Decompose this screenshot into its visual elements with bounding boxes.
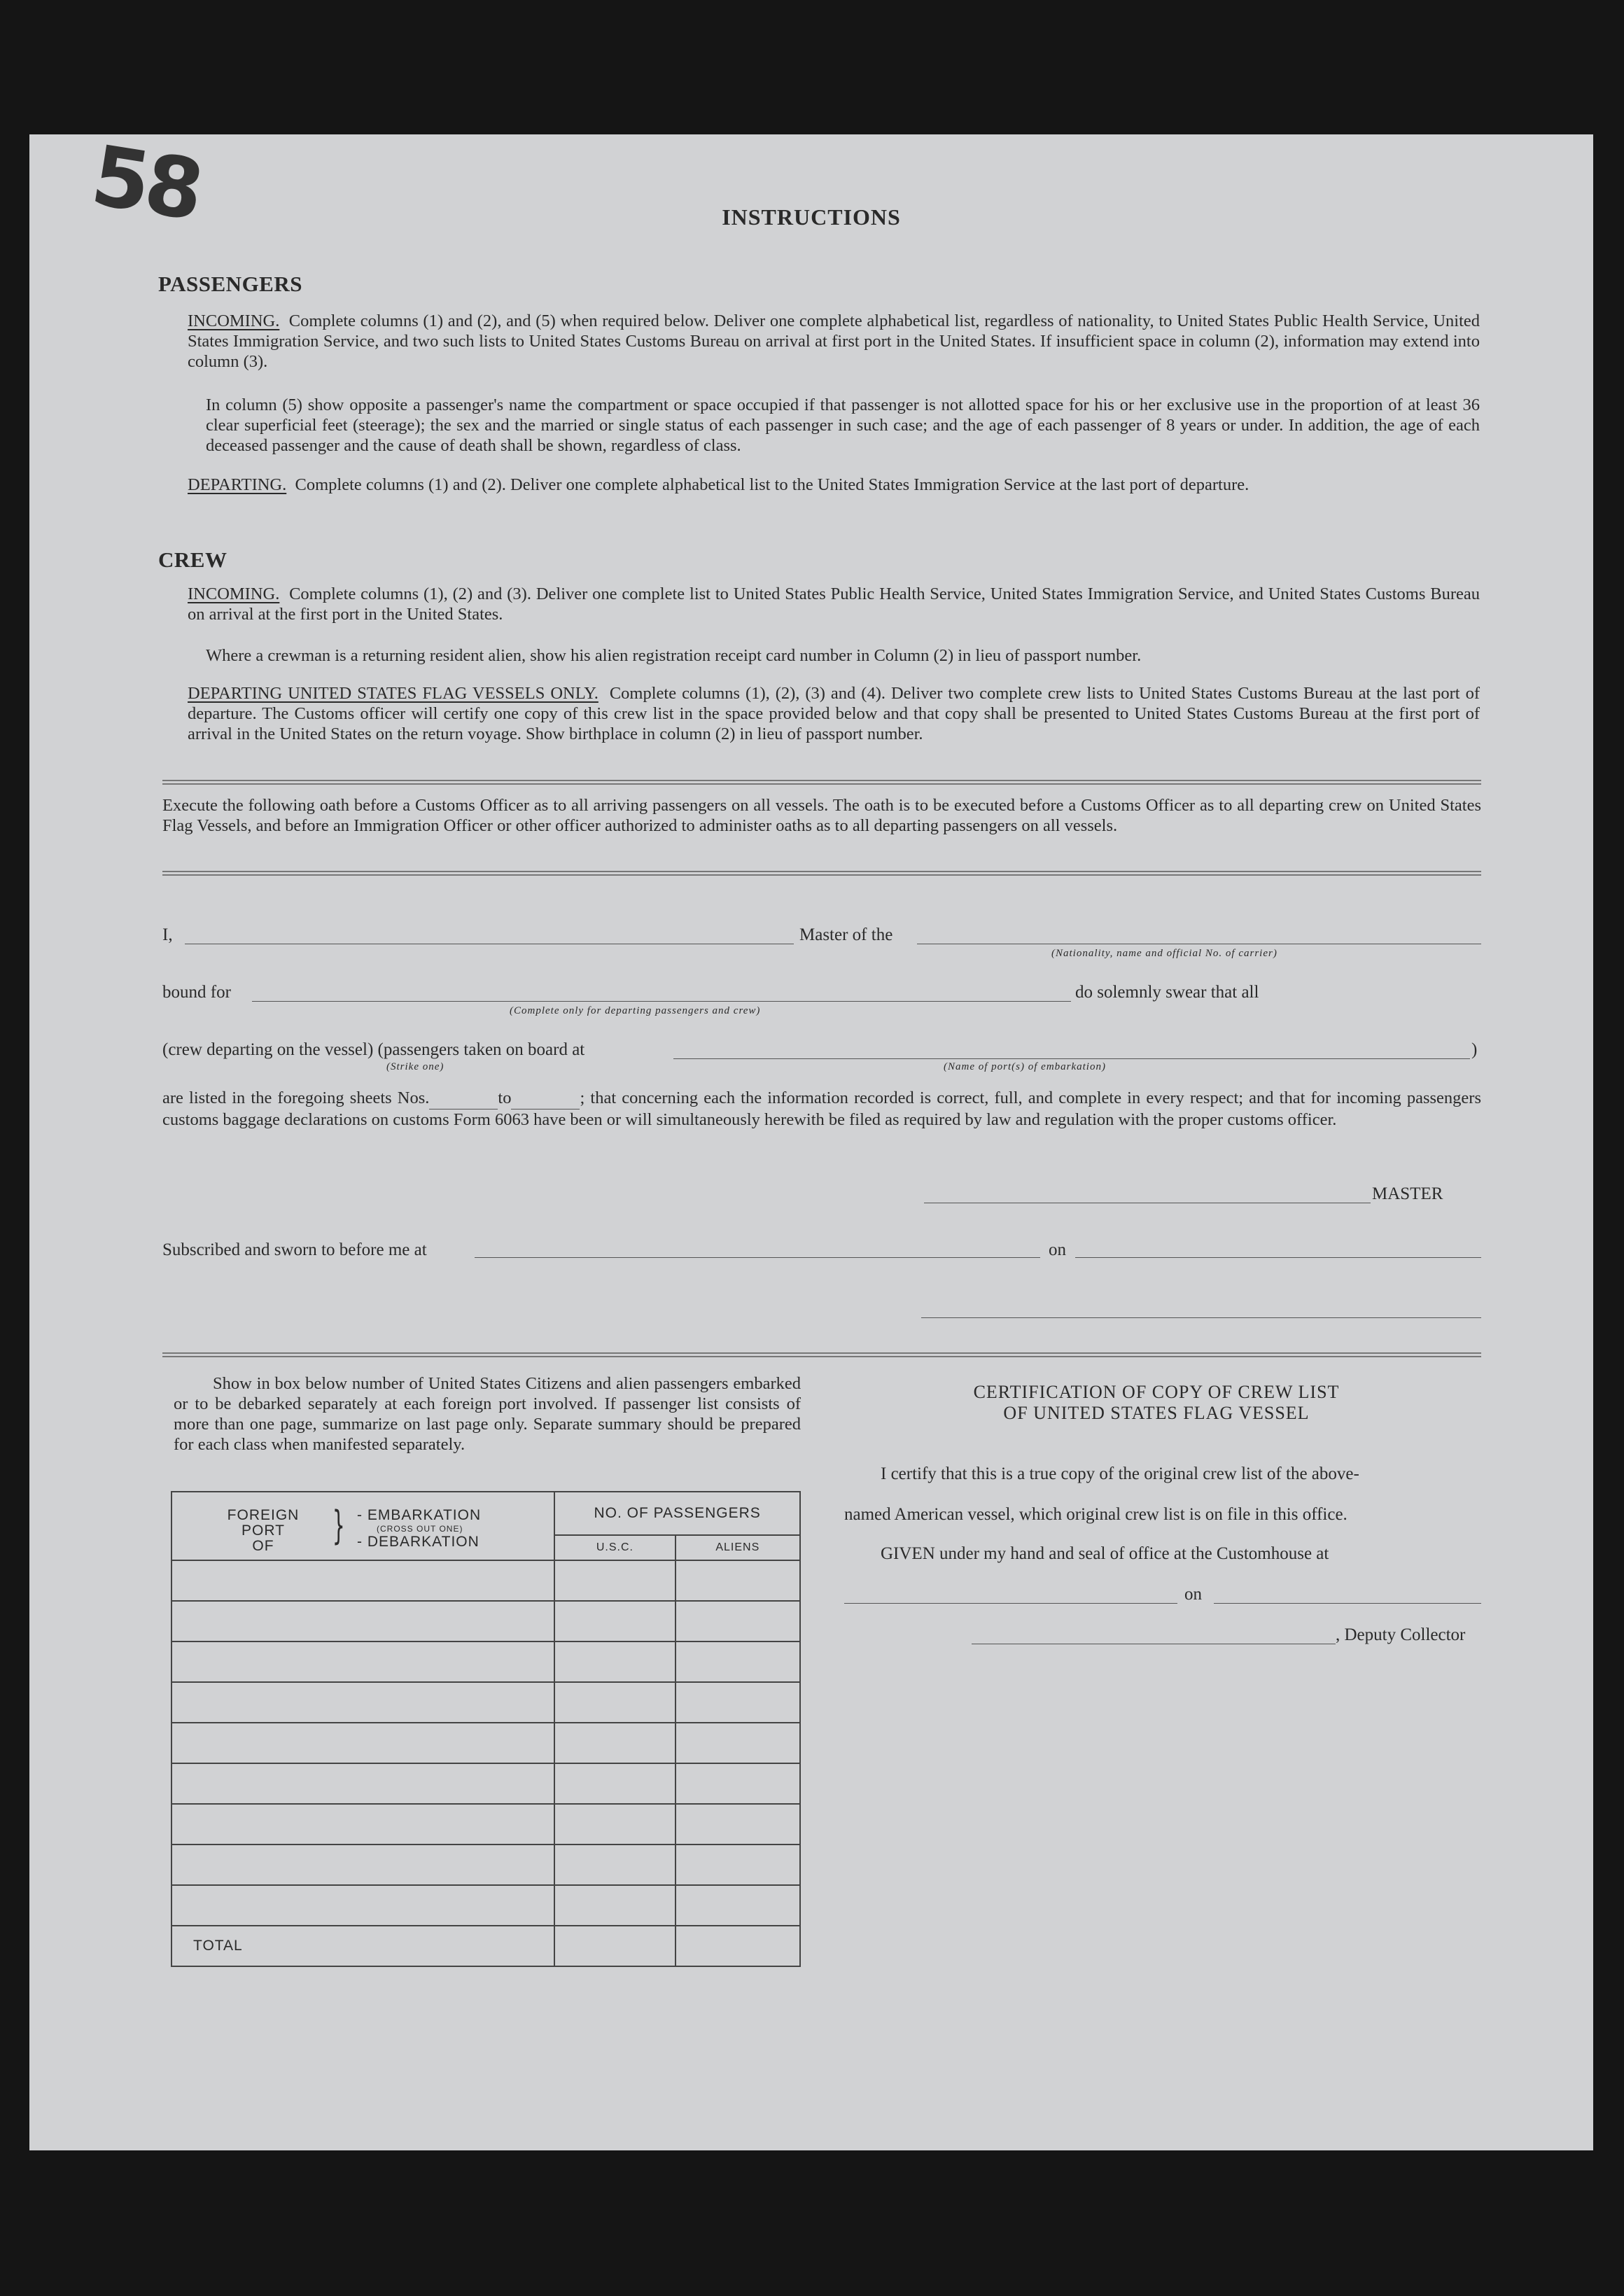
port-cell[interactable] <box>172 1763 554 1804</box>
usc-cell[interactable] <box>554 1682 675 1723</box>
total-row <box>172 1926 800 1966</box>
table-row <box>172 1560 800 1601</box>
master-of-the-label: Master of the <box>799 925 893 944</box>
certification-line-2: named American vessel, which original crew list is on file in this office. <box>844 1505 1348 1524</box>
usc-cell[interactable] <box>554 1844 675 1885</box>
port-label: PORT <box>241 1522 285 1539</box>
subscribed-on-label: on <box>1049 1240 1066 1259</box>
carrier-caption: (Nationality, name and official No. of carrier) <box>1051 948 1278 959</box>
usc-cell[interactable] <box>554 1804 675 1844</box>
oath-i-label: I, <box>162 925 173 944</box>
total-label: TOTAL <box>172 1926 554 1966</box>
port-cell[interactable] <box>172 1642 554 1682</box>
passengers-column5-paragraph: In column (5) show opposite a passenger's name the compartment or space occupied if that passenger is not allotted space for his or her exclusive use in the proportion of at least 36 clear superficial feet (steerage); the sex and the married or single status of each passenger in such case; and the age of each passenger of 8 years or under. In addition, the age of each deceased passenger and the cause of death shall be shown, regardless of class. <box>206 396 1480 455</box>
crew-departing-label: DEPARTING UNITED STATES FLAG VESSELS ONLY. <box>188 684 598 703</box>
aliens-cell[interactable] <box>676 1763 800 1804</box>
passengers-departing-text: Complete columns (1) and (2). Deliver one complete alphabetical list to the United States Immigration Service at the last port of departure. <box>295 475 1250 494</box>
section-divider <box>162 1352 1481 1357</box>
port-cell[interactable] <box>172 1560 554 1601</box>
ports-caption: (Name of port(s) of embarkation) <box>944 1061 1106 1072</box>
summary-paragraph: Show in box below number of United States Citizens and alien passengers embarked or to be debarked separately at each foreign port involved. If passenger list consists of more than one page, summarize on last page only. Separate summary should be prepared for each class when manifested separately. <box>174 1374 801 1454</box>
close-paren: ) <box>1471 1040 1478 1059</box>
foreign-port-label <box>214 1508 312 1554</box>
table-row <box>172 1885 800 1926</box>
passengers-incoming-paragraph <box>188 311 1480 372</box>
table-row <box>172 1844 800 1885</box>
passenger-summary-table <box>171 1491 801 1967</box>
of-label: OF <box>252 1538 274 1554</box>
aliens-cell[interactable] <box>676 1642 800 1682</box>
certification-title-1: CERTIFICATION OF COPY OF CREW LIST <box>973 1382 1340 1402</box>
aliens-cell[interactable] <box>676 1682 800 1723</box>
listed-to: to <box>498 1088 512 1107</box>
usc-total-cell[interactable] <box>554 1926 675 1966</box>
passengers-incoming-label: INCOMING. <box>188 312 280 330</box>
certification-line-3: GIVEN under my hand and seal of office at the Customhouse at <box>881 1544 1329 1563</box>
port-cell[interactable] <box>172 1723 554 1763</box>
cross-out-label: (CROSS OUT ONE) <box>377 1524 463 1534</box>
subscribed-label: Subscribed and sworn to before me at <box>162 1240 427 1259</box>
usc-cell[interactable] <box>554 1642 675 1682</box>
table-row <box>172 1601 800 1642</box>
strike-one-caption: (Strike one) <box>386 1061 444 1072</box>
crew-incoming-text: Complete columns (1), (2) and (3). Deliver one complete list to United States Public Health Service, United States Immigration Service, and United States Customs Bureau on arrival at the first port in the United States. <box>188 584 1480 624</box>
sheet-to-line[interactable] <box>511 1088 580 1110</box>
crew-incoming-paragraph <box>188 584 1480 624</box>
usc-cell[interactable] <box>554 1885 675 1926</box>
table-row <box>172 1804 800 1844</box>
certification-on-label: on <box>1184 1585 1202 1604</box>
aliens-cell[interactable] <box>676 1885 800 1926</box>
aliens-cell[interactable] <box>676 1601 800 1642</box>
swear-label: do solemnly swear that all <box>1075 983 1259 1002</box>
listed-paragraph <box>162 1088 1481 1130</box>
crew-resident-paragraph: Where a crewman is a returning resident alien, show his alien registration receipt card number in Column (2) in lieu of passport number. <box>206 646 1142 665</box>
bound-for-label: bound for <box>162 983 231 1002</box>
crew-heading: CREW <box>158 547 227 572</box>
usc-cell[interactable] <box>554 1763 675 1804</box>
crew-departing-paragraph <box>188 683 1480 744</box>
master-label: MASTER <box>1372 1184 1443 1203</box>
form-page <box>29 126 1593 2150</box>
oath-intro-paragraph: Execute the following oath before a Customs Officer as to all arriving passengers on all vessels. The oath is to be executed before a Customs Officer as to all departing crew on United States Flag Vessels, and before an Immigration Officer or other officer authorized to administer oaths as to all departing passengers on all vessels. <box>162 796 1481 835</box>
page-title: INSTRUCTIONS <box>722 204 901 230</box>
port-cell[interactable] <box>172 1601 554 1642</box>
embarkation-label: - EMBARKATION <box>357 1507 482 1523</box>
embarkation-ports-line[interactable] <box>673 1058 1470 1059</box>
aliens-cell[interactable] <box>676 1723 800 1763</box>
table-row <box>172 1723 800 1763</box>
sheet-from-line[interactable] <box>429 1088 498 1110</box>
crew-departing-text: Complete columns (1), (2), (3) and (4). Deliver two complete crew lists to United States Customs Bureau at the last port of departure. The Customs officer will certify one copy of this crew list in the space provided below and that copy shall be presented to United States Customs Bureau at the first port of arrival in the United States on the return voyage. Show birthplace in column (2) in lieu of passport number. <box>188 684 1480 743</box>
port-cell[interactable] <box>172 1682 554 1723</box>
brace-icon: } <box>332 1503 345 1548</box>
port-header-cell <box>172 1492 554 1560</box>
usc-cell[interactable] <box>554 1723 675 1763</box>
passengers-departing-label: DEPARTING. <box>188 475 287 494</box>
aliens-cell[interactable] <box>676 1560 800 1601</box>
table-row <box>172 1642 800 1682</box>
table-row <box>172 1763 800 1804</box>
port-cell[interactable] <box>172 1844 554 1885</box>
passengers-departing-paragraph <box>188 475 1480 495</box>
bound-for-line[interactable] <box>252 1001 1071 1002</box>
debarkation-label: - DEBARKATION <box>357 1534 479 1550</box>
passengers-incoming-text: Complete columns (1) and (2), and (5) when required below. Deliver one complete alphabetical list, regardless of nationality, to United States Public Health Service, United States Immigration Service, and two such lists to United States Customs Bureau on arrival at first port in the United States. If insufficient space in column (2), information may extend into column (3). <box>188 312 1480 371</box>
deputy-collector-label: , Deputy Collector <box>1336 1625 1466 1644</box>
certification-line-1: I certify that this is a true copy of the original crew list of the above- <box>881 1464 1359 1483</box>
port-cell[interactable] <box>172 1804 554 1844</box>
section-divider <box>162 780 1481 785</box>
subscribed-place-line[interactable] <box>475 1257 1040 1258</box>
listed-text-b: ; that concerning each the information recorded is correct, full, and complete in every respect; and that for incoming passengers customs baggage declarations on customs Form 6063 have been or will simultaneously herewith be filed as required by law and regulation with the proper customs officer. <box>162 1088 1481 1129</box>
aliens-cell[interactable] <box>676 1844 800 1885</box>
usc-cell[interactable] <box>554 1601 675 1642</box>
aliens-total-cell[interactable] <box>676 1926 800 1966</box>
certification-date-line[interactable] <box>1214 1603 1481 1604</box>
subscribed-date-line[interactable] <box>1075 1257 1481 1258</box>
crew-passengers-label: (crew departing on the vessel) (passengers taken on board at <box>162 1040 585 1059</box>
listed-text-a: are listed in the foregoing sheets Nos. <box>162 1088 430 1107</box>
section-divider <box>162 871 1481 876</box>
aliens-header: ALIENS <box>676 1535 800 1560</box>
customhouse-place-line[interactable] <box>844 1603 1177 1604</box>
passengers-heading: PASSENGERS <box>158 272 302 296</box>
bound-caption: (Complete only for departing passengers and crew) <box>510 1005 761 1016</box>
table-row <box>172 1682 800 1723</box>
crew-incoming-label: INCOMING. <box>188 584 280 603</box>
officer-signature-line[interactable] <box>921 1317 1481 1318</box>
usc-header: U.S.C. <box>554 1535 675 1560</box>
aliens-cell[interactable] <box>676 1804 800 1844</box>
usc-cell[interactable] <box>554 1560 675 1601</box>
port-cell[interactable] <box>172 1885 554 1926</box>
certification-title-2: OF UNITED STATES FLAG VESSEL <box>1003 1403 1310 1423</box>
foreign-label: FOREIGN <box>227 1507 300 1523</box>
no-passengers-header: NO. OF PASSENGERS <box>554 1492 800 1535</box>
corner-number-mark: 58 <box>85 126 206 239</box>
